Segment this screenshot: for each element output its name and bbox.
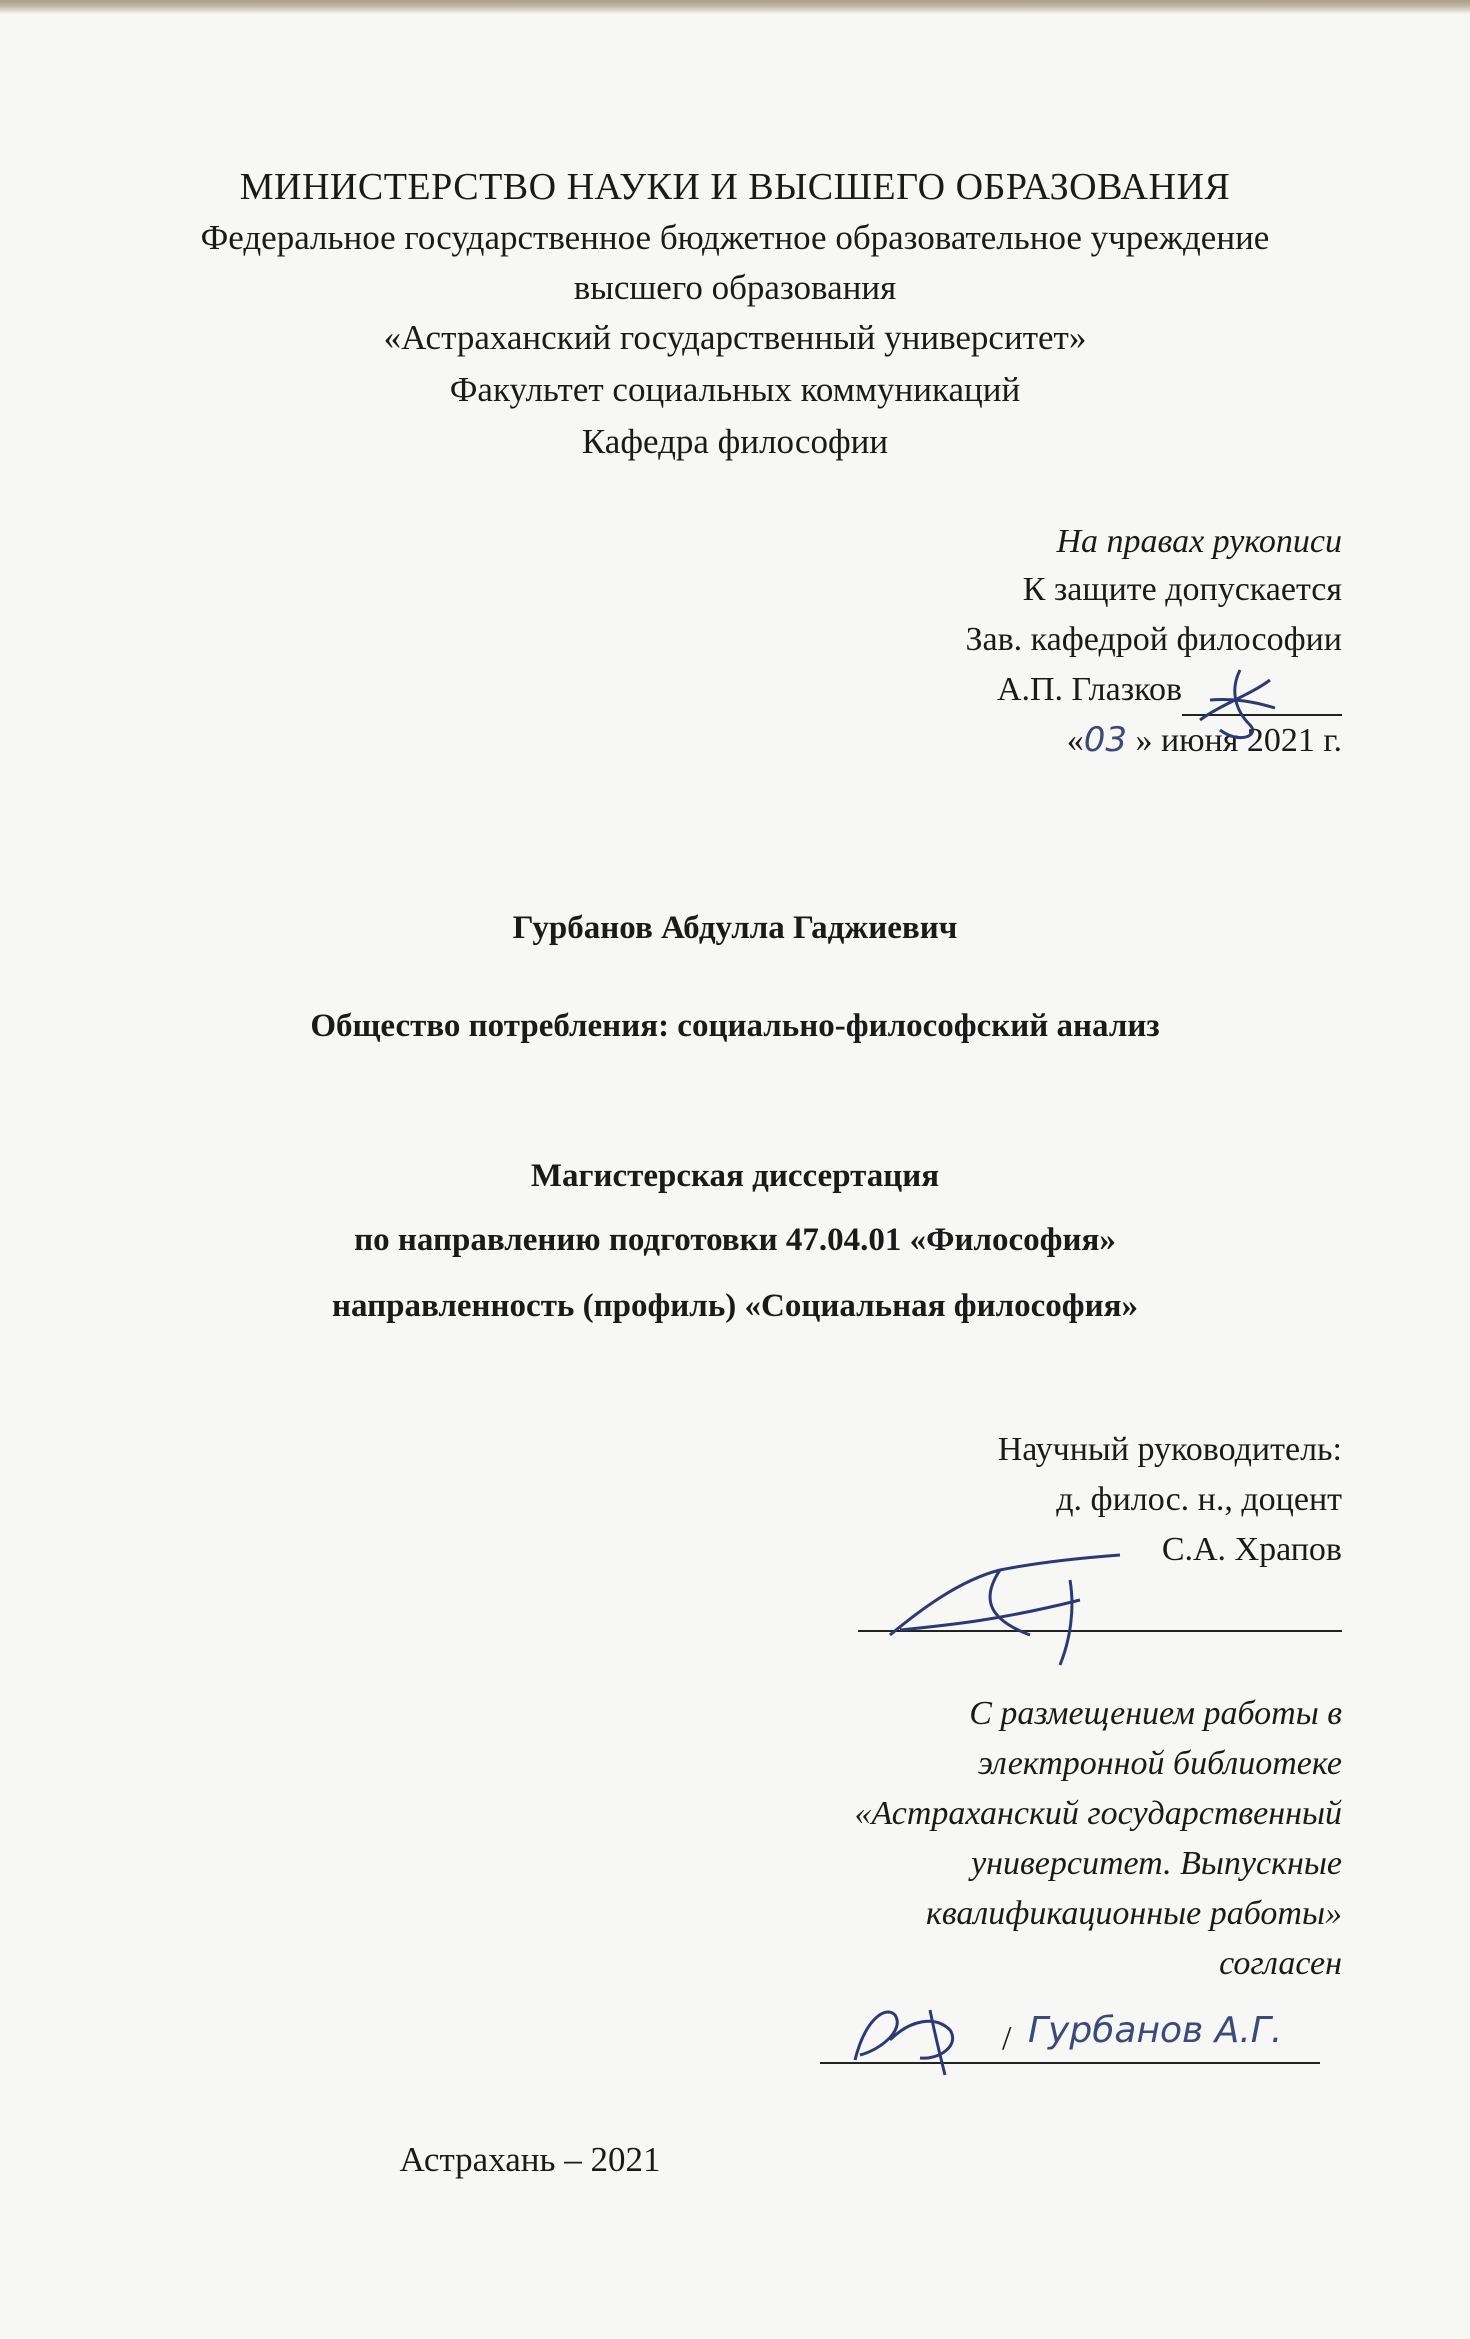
work-direction: по направлению подготовки 47.04.01 «Философия» [354, 1222, 1116, 1258]
head-signature [1180, 650, 1290, 750]
head-signature-line [997, 666, 1342, 716]
university-line: «Астраханский государственный университет» [383, 318, 1087, 357]
city-year: Астрахань – 2021 [399, 2140, 661, 2179]
supervisor-label: Научный руководитель: [997, 1431, 1342, 1468]
work-profile: направленность (профиль) «Социальная философия» [332, 1288, 1138, 1324]
author-signature [840, 1990, 990, 2080]
work-type: Магистерская диссертация [530, 1158, 940, 1194]
consent-line-3: «Астраханский государственный [854, 1795, 1342, 1832]
faculty-line: Факультет социальных коммуникаций [449, 370, 1021, 409]
supervisor-signature [880, 1540, 1140, 1680]
head-title: Зав. кафедрой философии [965, 621, 1342, 658]
supervisor-degree: д. филос. н., доцент [1056, 1481, 1342, 1518]
supervisor-name: С.А. Храпов [1161, 1531, 1342, 1568]
department-line: Кафедра философии [581, 422, 889, 461]
date-month-year: » июня 2021 г. [1126, 722, 1342, 759]
institution-line: Федеральное государственное бюджетное образовательное учреждение [200, 218, 1270, 257]
consent-line-5: квалификационные работы» [925, 1895, 1342, 1932]
institution-level-line: высшего образования [573, 268, 897, 307]
author-name: Гурбанов Абдулла Гаджиевич [512, 910, 958, 946]
consent-line-4: университет. Выпускные [971, 1845, 1342, 1882]
head-name: А.П. Глазков [996, 671, 1182, 708]
date-quote-open: « [1066, 722, 1084, 759]
signature-separator: / [1002, 2020, 1012, 2057]
date-day-handwritten: 03 [1083, 720, 1127, 760]
admission-note: К защите допускается [1022, 571, 1342, 608]
manuscript-note: На правах рукописи [1056, 523, 1342, 560]
ministry-line: МИНИСТЕРСТВО НАУКИ И ВЫСШЕГО ОБРАЗОВАНИЯ [239, 166, 1231, 208]
consent-line-6: согласен [1219, 1945, 1342, 1982]
author-handwritten-name: Гурбанов А.Г. [1028, 2010, 1283, 2051]
scan-edge [0, 0, 1470, 14]
consent-line-2: электронной библиотеке [977, 1745, 1342, 1782]
consent-line-1: С размещением работы в [969, 1695, 1342, 1732]
thesis-title: Общество потребления: социально-философский анализ [310, 1008, 1160, 1044]
